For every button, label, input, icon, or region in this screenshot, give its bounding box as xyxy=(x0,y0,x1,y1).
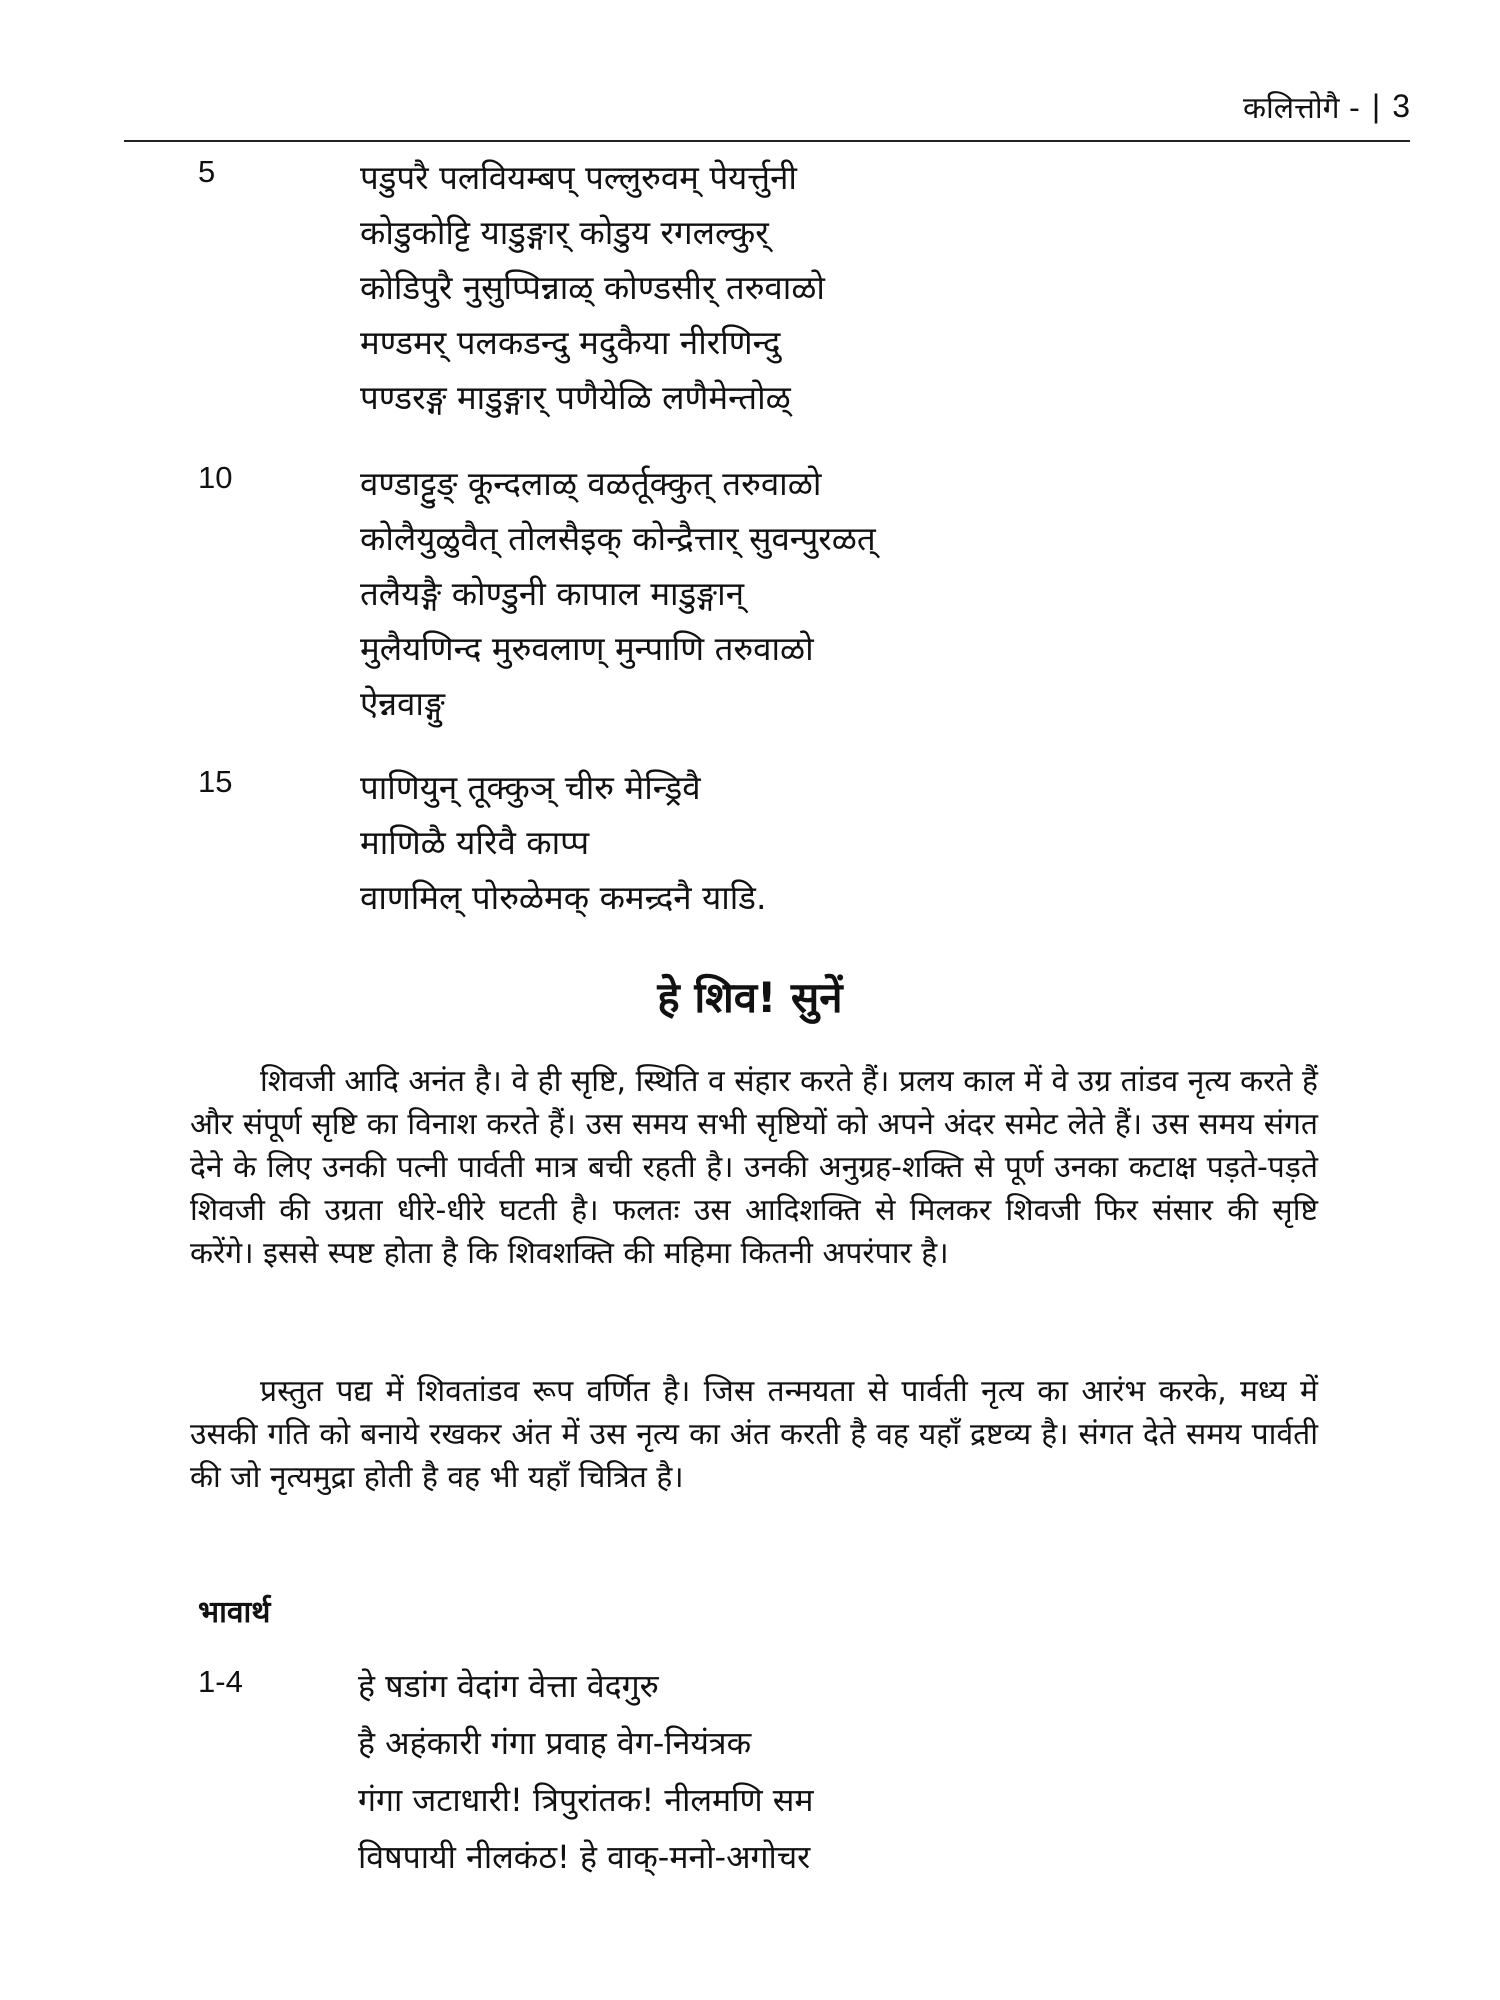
header-separator: | xyxy=(1371,88,1381,124)
verse-line: कोलैयुळुवैत् तोलसैइक् कोन्द्रैत्तार् सुवन्पुरळत् xyxy=(360,519,876,558)
running-header xyxy=(1243,86,1410,127)
paragraph-description: प्रस्तुत पद्य में शिवतांडव रूप वर्णित है। जिस तन्मयता से पार्वती नृत्य का आरंभ करके, मध्य में उसकी गति को बनाये रखकर अंत में उस नृत्य का अंत करती है वह यहाँ द्रष्टव्य है। संगत देते समय पार्वती की जो नृत्यमुद्रा होती है वह भी यहाँ चित्रित है। xyxy=(190,1374,1318,1495)
verse-line: कोडुकोट्टि याडुङ्गार् कोडुय रगलल्कुर् xyxy=(360,213,769,252)
verse-line: पाणियुन् तूक्कुञ् चीरु मेन्ड्रिवै xyxy=(360,768,701,807)
verse-line: पण्डरङ्ग माडुङ्गार् पणैयेळि लणैमेन्तोळ् xyxy=(360,378,791,417)
verse-line: ऐन्नवाङ्गु xyxy=(360,684,445,723)
meaning-line: है अहंकारी गंगा प्रवाह वेग-नियंत्रक xyxy=(358,1724,752,1762)
meaning-line: विषपायी नीलकंठ! हे वाक्-मनो-अगोचर xyxy=(358,1838,811,1876)
verse-line: तलैयङ्गै कोण्डुनी कापाल माडुङ्गान् xyxy=(360,574,745,613)
page-number: 3 xyxy=(1392,88,1410,124)
stanza-number: 5 xyxy=(198,154,216,189)
verse-line: वाणमिल् पोरुळेमक् कमन्र्दनै याडि. xyxy=(360,878,767,917)
verse-line: पडुपरै पलवियम्बप् पल्लुरुवम् पेयर्त्तुनी xyxy=(360,158,797,197)
verse-line: माणिळै यरिवै काप्प xyxy=(360,823,590,862)
verse-line: वण्डाट्टुङ् कून्दलाळ् वळर्तूक्कुत् तरुवाळो xyxy=(360,464,822,503)
meaning-line: गंगा जटाधारी! त्रिपुरांतक! नीलमणि सम xyxy=(358,1781,814,1819)
stanza-number: 15 xyxy=(198,764,233,799)
meaning-line-range: 1-4 xyxy=(198,1664,243,1699)
section-title: हे शिव! सुनें xyxy=(657,973,843,1022)
header-rule xyxy=(124,140,1410,142)
verse-line: मण्डमर् पलकडन्दु मदुकैया नीरणिन्दु xyxy=(360,323,781,362)
paragraph-intro: शिवजी आदि अनंत है। वे ही सृष्टि, स्थिति व संहार करते हैं। प्रलय काल में वे उग्र तांडव नृत्य करते हैं और संपूर्ण सृष्टि का विनाश करते हैं। उस समय सभी सृष्टियों को अपने अंदर समेट लेते हैं। उस समय संगत देने के लिए उनकी पत्नी पार्वती मात्र बची रहती है। उनकी अनुग्रह-शक्ति से पूर्ण उनका कटाक्ष पड़ते-पड़ते शिवजी की उग्रता धीरे-धीरे घटती है। फलतः उस आदिशक्ति से मिलकर शिवजी फिर संसार की सृष्टि करेंगे। इससे स्पष्ट होता है कि शिवशक्ति की महिमा कितनी अपरंपार है। xyxy=(190,1064,1318,1271)
stanza-lines xyxy=(360,456,876,731)
stanza-number: 10 xyxy=(198,460,233,495)
running-title: कलित्तोगै - xyxy=(1242,91,1360,126)
stanza-lines xyxy=(360,150,825,425)
verse-line: मुलैयणिन्द मुरुवलाण् मुन्पाणि तरुवाळो xyxy=(360,629,814,668)
verse-line: कोडिपुरै नुसुप्पिन्नाळ् कोण्डसीर् तरुवाळो xyxy=(360,268,825,307)
stanza-lines xyxy=(360,760,766,925)
subheading-meaning: भावार्थ xyxy=(198,1595,271,1630)
meaning-lines xyxy=(358,1658,814,1886)
meaning-line: हे षडांग वेदांग वेत्ता वेदगुरु xyxy=(358,1667,659,1705)
